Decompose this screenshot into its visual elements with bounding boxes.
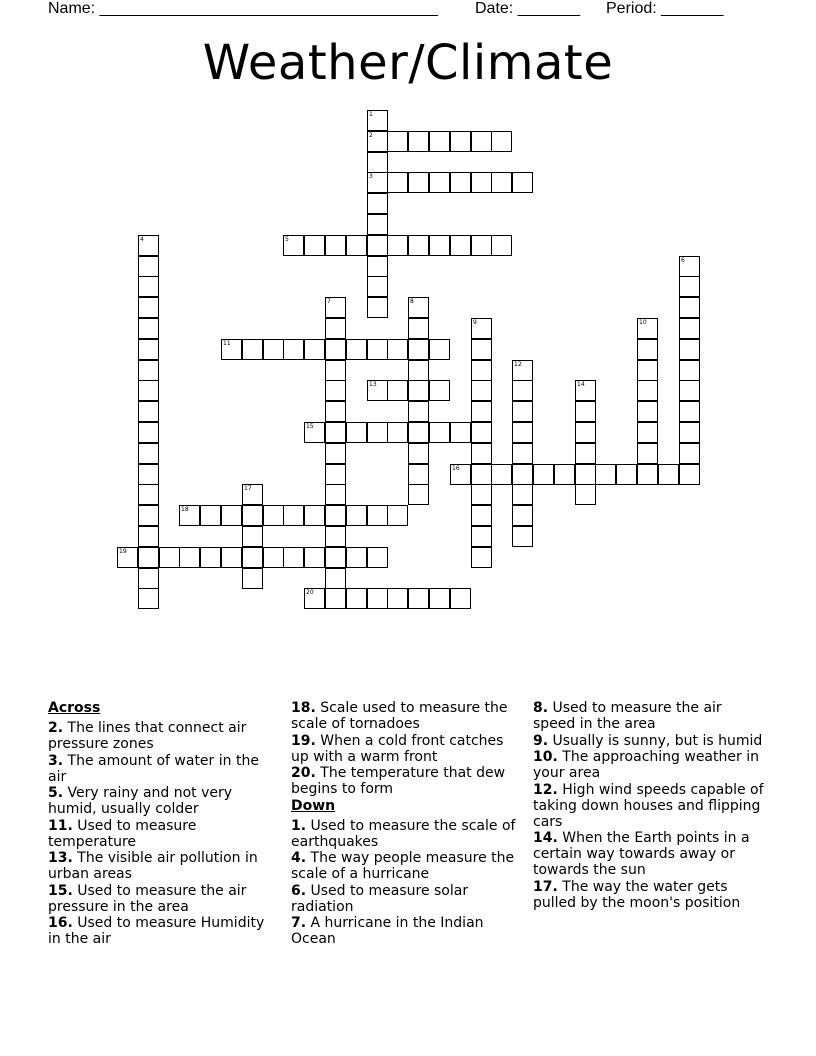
clue-number: 7. — [291, 915, 307, 931]
clue-text: Used to measure temperature — [48, 817, 197, 850]
clue-text: The approaching weather in your area — [533, 749, 759, 781]
grid-cell[interactable] — [367, 505, 388, 526]
clue-number: 16. — [48, 915, 73, 931]
across-clues-2 — [291, 700, 517, 797]
grid-cell[interactable] — [325, 422, 346, 443]
grid-cell[interactable] — [387, 235, 408, 256]
grid-cell[interactable] — [367, 152, 388, 173]
grid-cell[interactable] — [679, 360, 700, 381]
grid-cell[interactable] — [679, 422, 700, 443]
grid-cell[interactable] — [346, 235, 367, 256]
clue-number: 1. — [291, 817, 307, 834]
grid-cell[interactable] — [179, 547, 200, 568]
grid-cell[interactable] — [138, 484, 159, 505]
clue-number: 18. — [291, 700, 316, 716]
grid-cell[interactable] — [450, 172, 471, 193]
clue-number-label: 12 — [514, 361, 522, 368]
grid-cell[interactable] — [408, 318, 429, 339]
grid-cell[interactable] — [512, 484, 533, 505]
grid-cell[interactable] — [595, 464, 616, 485]
clue-number-label: 11 — [223, 340, 231, 347]
date-field-label: Date: _______ — [475, 0, 580, 17]
grid-cell[interactable] — [263, 505, 284, 526]
grid-cell[interactable] — [429, 235, 450, 256]
clue-text: Very rainy and not very humid, usually colder — [48, 785, 233, 817]
grid-cell[interactable] — [471, 547, 492, 568]
clue-number-label: 10 — [639, 319, 647, 326]
grid-cell[interactable] — [471, 380, 492, 401]
grid-cell[interactable] — [367, 110, 388, 131]
grid-cell[interactable] — [491, 172, 512, 193]
grid-cell[interactable] — [367, 235, 388, 256]
clue-column-2 — [291, 700, 517, 948]
name-field-label: Name: ______________________________________ — [48, 0, 438, 17]
clue-text: Used to measure the air pressure in the area — [48, 882, 247, 915]
clue-item — [533, 700, 765, 732]
grid-cell[interactable] — [325, 401, 346, 422]
grid-cell[interactable] — [408, 297, 429, 318]
clue-item — [291, 700, 517, 732]
grid-cell[interactable] — [367, 380, 388, 401]
grid-cell[interactable] — [408, 380, 429, 401]
grid-cell[interactable] — [408, 235, 429, 256]
grid-cell[interactable] — [221, 505, 242, 526]
grid-cell[interactable] — [242, 339, 263, 360]
puzzle-title: Weather/Climate — [202, 35, 614, 91]
clue-text: Usually is sunny, but is humid — [548, 732, 763, 749]
clue-number: 3. — [48, 752, 64, 769]
grid-cell[interactable] — [679, 276, 700, 297]
grid-cell[interactable] — [450, 588, 471, 609]
grid-cell[interactable] — [346, 547, 367, 568]
grid-cell[interactable] — [575, 484, 596, 505]
clue-number-label: 4 — [140, 236, 144, 243]
grid-cell[interactable] — [450, 235, 471, 256]
grid-cell[interactable] — [575, 443, 596, 464]
grid-cell[interactable] — [346, 588, 367, 609]
clue-item — [48, 753, 278, 785]
grid-cell[interactable] — [491, 235, 512, 256]
clue-text: When the Earth points in a certain way towards away or towards the sun — [533, 830, 750, 878]
clue-number-label: 2 — [369, 132, 373, 139]
grid-cell[interactable] — [138, 568, 159, 589]
grid-cell[interactable] — [138, 318, 159, 339]
grid-cell[interactable] — [367, 339, 388, 360]
grid-cell[interactable] — [471, 235, 492, 256]
clue-text: The lines that connect air pressure zones — [48, 720, 247, 752]
clue-number: 10. — [533, 749, 558, 765]
clue-number-label: 6 — [681, 257, 685, 264]
grid-cell[interactable] — [138, 505, 159, 526]
grid-cell[interactable] — [325, 588, 346, 609]
clue-text: The amount of water in the air — [48, 752, 259, 785]
clue-number-label: 20 — [306, 589, 314, 596]
grid-cell[interactable] — [429, 131, 450, 152]
clue-item — [533, 879, 765, 911]
grid-cell[interactable] — [138, 339, 159, 360]
grid-cell[interactable] — [512, 443, 533, 464]
grid-cell[interactable] — [658, 464, 679, 485]
grid-cell[interactable] — [471, 484, 492, 505]
grid-cell[interactable] — [450, 464, 471, 485]
grid-cell[interactable] — [325, 443, 346, 464]
grid-cell[interactable] — [325, 505, 346, 526]
grid-cell[interactable] — [471, 360, 492, 381]
clue-item — [48, 850, 278, 882]
grid-cell[interactable] — [679, 339, 700, 360]
clue-number: 15. — [48, 882, 73, 899]
grid-cell[interactable] — [367, 193, 388, 214]
clue-number: 9. — [533, 732, 549, 749]
grid-cell[interactable] — [408, 588, 429, 609]
clue-item — [291, 733, 517, 765]
grid-cell[interactable] — [138, 380, 159, 401]
grid-cell[interactable] — [283, 547, 304, 568]
grid-cell[interactable] — [283, 505, 304, 526]
clue-number: 11. — [48, 817, 73, 834]
grid-cell[interactable] — [512, 526, 533, 547]
grid-cell[interactable] — [554, 464, 575, 485]
grid-cell[interactable] — [304, 422, 325, 443]
clue-item — [533, 830, 765, 878]
grid-cell[interactable] — [346, 505, 367, 526]
grid-cell[interactable] — [325, 380, 346, 401]
clue-item — [48, 883, 278, 915]
grid-cell[interactable] — [221, 547, 242, 568]
grid-cell[interactable] — [471, 443, 492, 464]
grid-cell[interactable] — [429, 422, 450, 443]
grid-cell[interactable] — [138, 297, 159, 318]
grid-cell[interactable] — [679, 297, 700, 318]
down-heading: Down — [291, 797, 336, 814]
grid-cell[interactable] — [304, 505, 325, 526]
grid-cell[interactable] — [637, 464, 658, 485]
clue-text: The way the water gets pulled by the moon's position — [533, 878, 741, 911]
clue-text: Used to measure the scale of earthquakes — [291, 817, 516, 850]
grid-cell[interactable] — [471, 131, 492, 152]
grid-cell[interactable] — [200, 547, 221, 568]
grid-cell[interactable] — [450, 131, 471, 152]
grid-cell[interactable] — [367, 256, 388, 277]
grid-cell[interactable] — [512, 505, 533, 526]
grid-cell[interactable] — [325, 318, 346, 339]
grid-cell[interactable] — [367, 276, 388, 297]
grid-cell[interactable] — [512, 401, 533, 422]
clue-number-label: 17 — [244, 485, 252, 492]
grid-cell[interactable] — [408, 131, 429, 152]
grid-cell[interactable] — [283, 235, 304, 256]
grid-cell[interactable] — [679, 443, 700, 464]
grid-cell[interactable] — [325, 360, 346, 381]
grid-cell[interactable] — [221, 339, 242, 360]
grid-cell[interactable] — [512, 422, 533, 443]
clue-number-label: 16 — [452, 465, 460, 472]
grid-cell[interactable] — [117, 547, 138, 568]
grid-cell[interactable] — [471, 172, 492, 193]
grid-cell[interactable] — [637, 422, 658, 443]
clue-column-3 — [533, 700, 765, 911]
grid-cell[interactable] — [367, 547, 388, 568]
clue-item — [291, 765, 517, 797]
grid-cell[interactable] — [138, 235, 159, 256]
clue-text: When a cold front catches up with a warm front — [291, 732, 504, 765]
grid-cell[interactable] — [367, 588, 388, 609]
period-field-label: Period: _______ — [606, 0, 724, 17]
grid-cell[interactable] — [471, 526, 492, 547]
clue-number: 14. — [533, 830, 558, 846]
grid-cell[interactable] — [367, 172, 388, 193]
grid-cell[interactable] — [408, 484, 429, 505]
grid-cell[interactable] — [429, 339, 450, 360]
clue-text: Used to measure solar radiation — [291, 882, 469, 915]
clue-item — [291, 883, 517, 915]
clue-number-label: 19 — [119, 548, 127, 555]
grid-cell[interactable] — [471, 505, 492, 526]
grid-cell[interactable] — [138, 547, 159, 568]
grid-cell[interactable] — [242, 484, 263, 505]
grid-cell[interactable] — [512, 172, 533, 193]
grid-cell[interactable] — [325, 526, 346, 547]
clue-number-label: 5 — [285, 236, 289, 243]
grid-cell[interactable] — [637, 401, 658, 422]
grid-cell[interactable] — [471, 464, 492, 485]
grid-cell[interactable] — [387, 339, 408, 360]
grid-cell[interactable] — [138, 464, 159, 485]
grid-cell[interactable] — [159, 547, 180, 568]
grid-cell[interactable] — [283, 339, 304, 360]
grid-cell[interactable] — [325, 464, 346, 485]
grid-cell[interactable] — [408, 339, 429, 360]
clue-number-label: 3 — [369, 173, 373, 180]
clue-number-label: 18 — [181, 506, 189, 513]
grid-cell[interactable] — [471, 401, 492, 422]
grid-cell[interactable] — [533, 464, 554, 485]
grid-cell[interactable] — [138, 276, 159, 297]
clue-item — [48, 818, 278, 850]
clue-text: A hurricane in the Indian Ocean — [291, 915, 484, 947]
grid-cell[interactable] — [679, 464, 700, 485]
clue-item — [291, 850, 517, 882]
grid-cell[interactable] — [387, 422, 408, 443]
grid-cell[interactable] — [637, 339, 658, 360]
clue-number: 19. — [291, 732, 316, 749]
clue-item — [48, 785, 278, 817]
grid-cell[interactable] — [408, 360, 429, 381]
grid-cell[interactable] — [242, 568, 263, 589]
grid-cell[interactable] — [138, 588, 159, 609]
grid-cell[interactable] — [408, 464, 429, 485]
grid-cell[interactable] — [575, 464, 596, 485]
grid-cell[interactable] — [429, 172, 450, 193]
grid-cell[interactable] — [471, 339, 492, 360]
clue-number-label: 7 — [327, 298, 331, 305]
clue-number-label: 1 — [369, 111, 373, 118]
grid-cell[interactable] — [408, 172, 429, 193]
grid-cell[interactable] — [471, 318, 492, 339]
grid-cell[interactable] — [367, 422, 388, 443]
grid-cell[interactable] — [263, 339, 284, 360]
grid-cell[interactable] — [138, 526, 159, 547]
grid-cell[interactable] — [242, 505, 263, 526]
grid-cell[interactable] — [408, 443, 429, 464]
grid-cell[interactable] — [512, 464, 533, 485]
down-clues-1 — [291, 818, 517, 948]
across-heading: Across — [48, 700, 101, 716]
grid-cell[interactable] — [387, 172, 408, 193]
grid-cell[interactable] — [616, 464, 637, 485]
clue-number-label: 9 — [473, 319, 477, 326]
clue-item — [291, 818, 517, 850]
clue-number-label: 14 — [577, 381, 585, 388]
grid-cell[interactable] — [200, 505, 221, 526]
grid-cell[interactable] — [304, 339, 325, 360]
grid-cell[interactable] — [138, 422, 159, 443]
grid-cell[interactable] — [346, 422, 367, 443]
clue-item — [533, 733, 765, 749]
clue-text: The temperature that dew begins to form — [291, 765, 506, 797]
grid-cell[interactable] — [304, 235, 325, 256]
grid-cell[interactable] — [325, 547, 346, 568]
clue-item — [533, 782, 765, 830]
grid-cell[interactable] — [179, 505, 200, 526]
clue-number-label: 8 — [410, 298, 414, 305]
grid-cell[interactable] — [242, 526, 263, 547]
grid-cell[interactable] — [637, 380, 658, 401]
grid-cell[interactable] — [325, 568, 346, 589]
grid-cell[interactable] — [325, 339, 346, 360]
down-clues-2 — [533, 700, 765, 911]
clue-number: 20. — [291, 765, 316, 781]
grid-cell[interactable] — [429, 380, 450, 401]
grid-cell[interactable] — [138, 443, 159, 464]
grid-cell[interactable] — [491, 464, 512, 485]
grid-cell[interactable] — [679, 318, 700, 339]
clue-text: Used to measure Humidity in the air — [48, 915, 265, 947]
clue-item — [291, 915, 517, 947]
clue-number: 12. — [533, 781, 558, 798]
grid-cell[interactable] — [512, 380, 533, 401]
clue-number-label: 15 — [306, 423, 314, 430]
clue-text: The way people measure the scale of a hurricane — [291, 850, 515, 882]
grid-cell[interactable] — [367, 214, 388, 235]
clue-item — [48, 720, 278, 752]
grid-cell[interactable] — [138, 401, 159, 422]
across-clues-1 — [48, 720, 278, 947]
grid-cell[interactable] — [491, 131, 512, 152]
grid-cell[interactable] — [387, 588, 408, 609]
clue-item — [533, 749, 765, 781]
grid-cell[interactable] — [512, 360, 533, 381]
grid-cell[interactable] — [242, 547, 263, 568]
grid-cell[interactable] — [387, 380, 408, 401]
clue-text: Scale used to measure the scale of tornadoes — [291, 700, 508, 732]
grid-cell[interactable] — [575, 422, 596, 443]
grid-cell[interactable] — [263, 547, 284, 568]
grid-cell[interactable] — [367, 297, 388, 318]
clue-number-label: 13 — [369, 381, 377, 388]
clue-item — [48, 915, 278, 947]
grid-cell[interactable] — [637, 443, 658, 464]
grid-cell[interactable] — [367, 131, 388, 152]
grid-cell[interactable] — [679, 380, 700, 401]
clue-number: 4. — [291, 850, 307, 866]
clue-number: 8. — [533, 700, 549, 716]
grid-cell[interactable] — [325, 297, 346, 318]
clue-number: 5. — [48, 785, 64, 801]
clue-text: Used to measure the air speed in the area — [533, 700, 722, 732]
grid-cell[interactable] — [575, 401, 596, 422]
grid-cell[interactable] — [346, 339, 367, 360]
clue-number: 2. — [48, 720, 64, 736]
grid-cell[interactable] — [304, 547, 325, 568]
grid-cell[interactable] — [471, 422, 492, 443]
grid-cell[interactable] — [325, 484, 346, 505]
clue-number: 13. — [48, 850, 73, 866]
clue-number: 6. — [291, 882, 307, 899]
clue-number: 17. — [533, 878, 558, 895]
grid-cell[interactable] — [408, 422, 429, 443]
grid-cell[interactable] — [450, 422, 471, 443]
grid-cell[interactable] — [575, 380, 596, 401]
clue-column-1 — [48, 700, 278, 948]
grid-cell[interactable] — [679, 401, 700, 422]
grid-cell[interactable] — [408, 401, 429, 422]
grid-cell[interactable] — [138, 256, 159, 277]
grid-cell[interactable] — [387, 505, 408, 526]
grid-cell[interactable] — [429, 588, 450, 609]
grid-cell[interactable] — [637, 360, 658, 381]
clue-text: The visible air pollution in urban areas — [48, 850, 258, 882]
grid-cell[interactable] — [387, 131, 408, 152]
grid-cell[interactable] — [325, 235, 346, 256]
grid-cell[interactable] — [138, 360, 159, 381]
grid-cell[interactable] — [679, 256, 700, 277]
grid-cell[interactable] — [637, 318, 658, 339]
clue-text: High wind speeds capable of taking down houses and flipping cars — [533, 781, 764, 830]
grid-cell[interactable] — [304, 588, 325, 609]
